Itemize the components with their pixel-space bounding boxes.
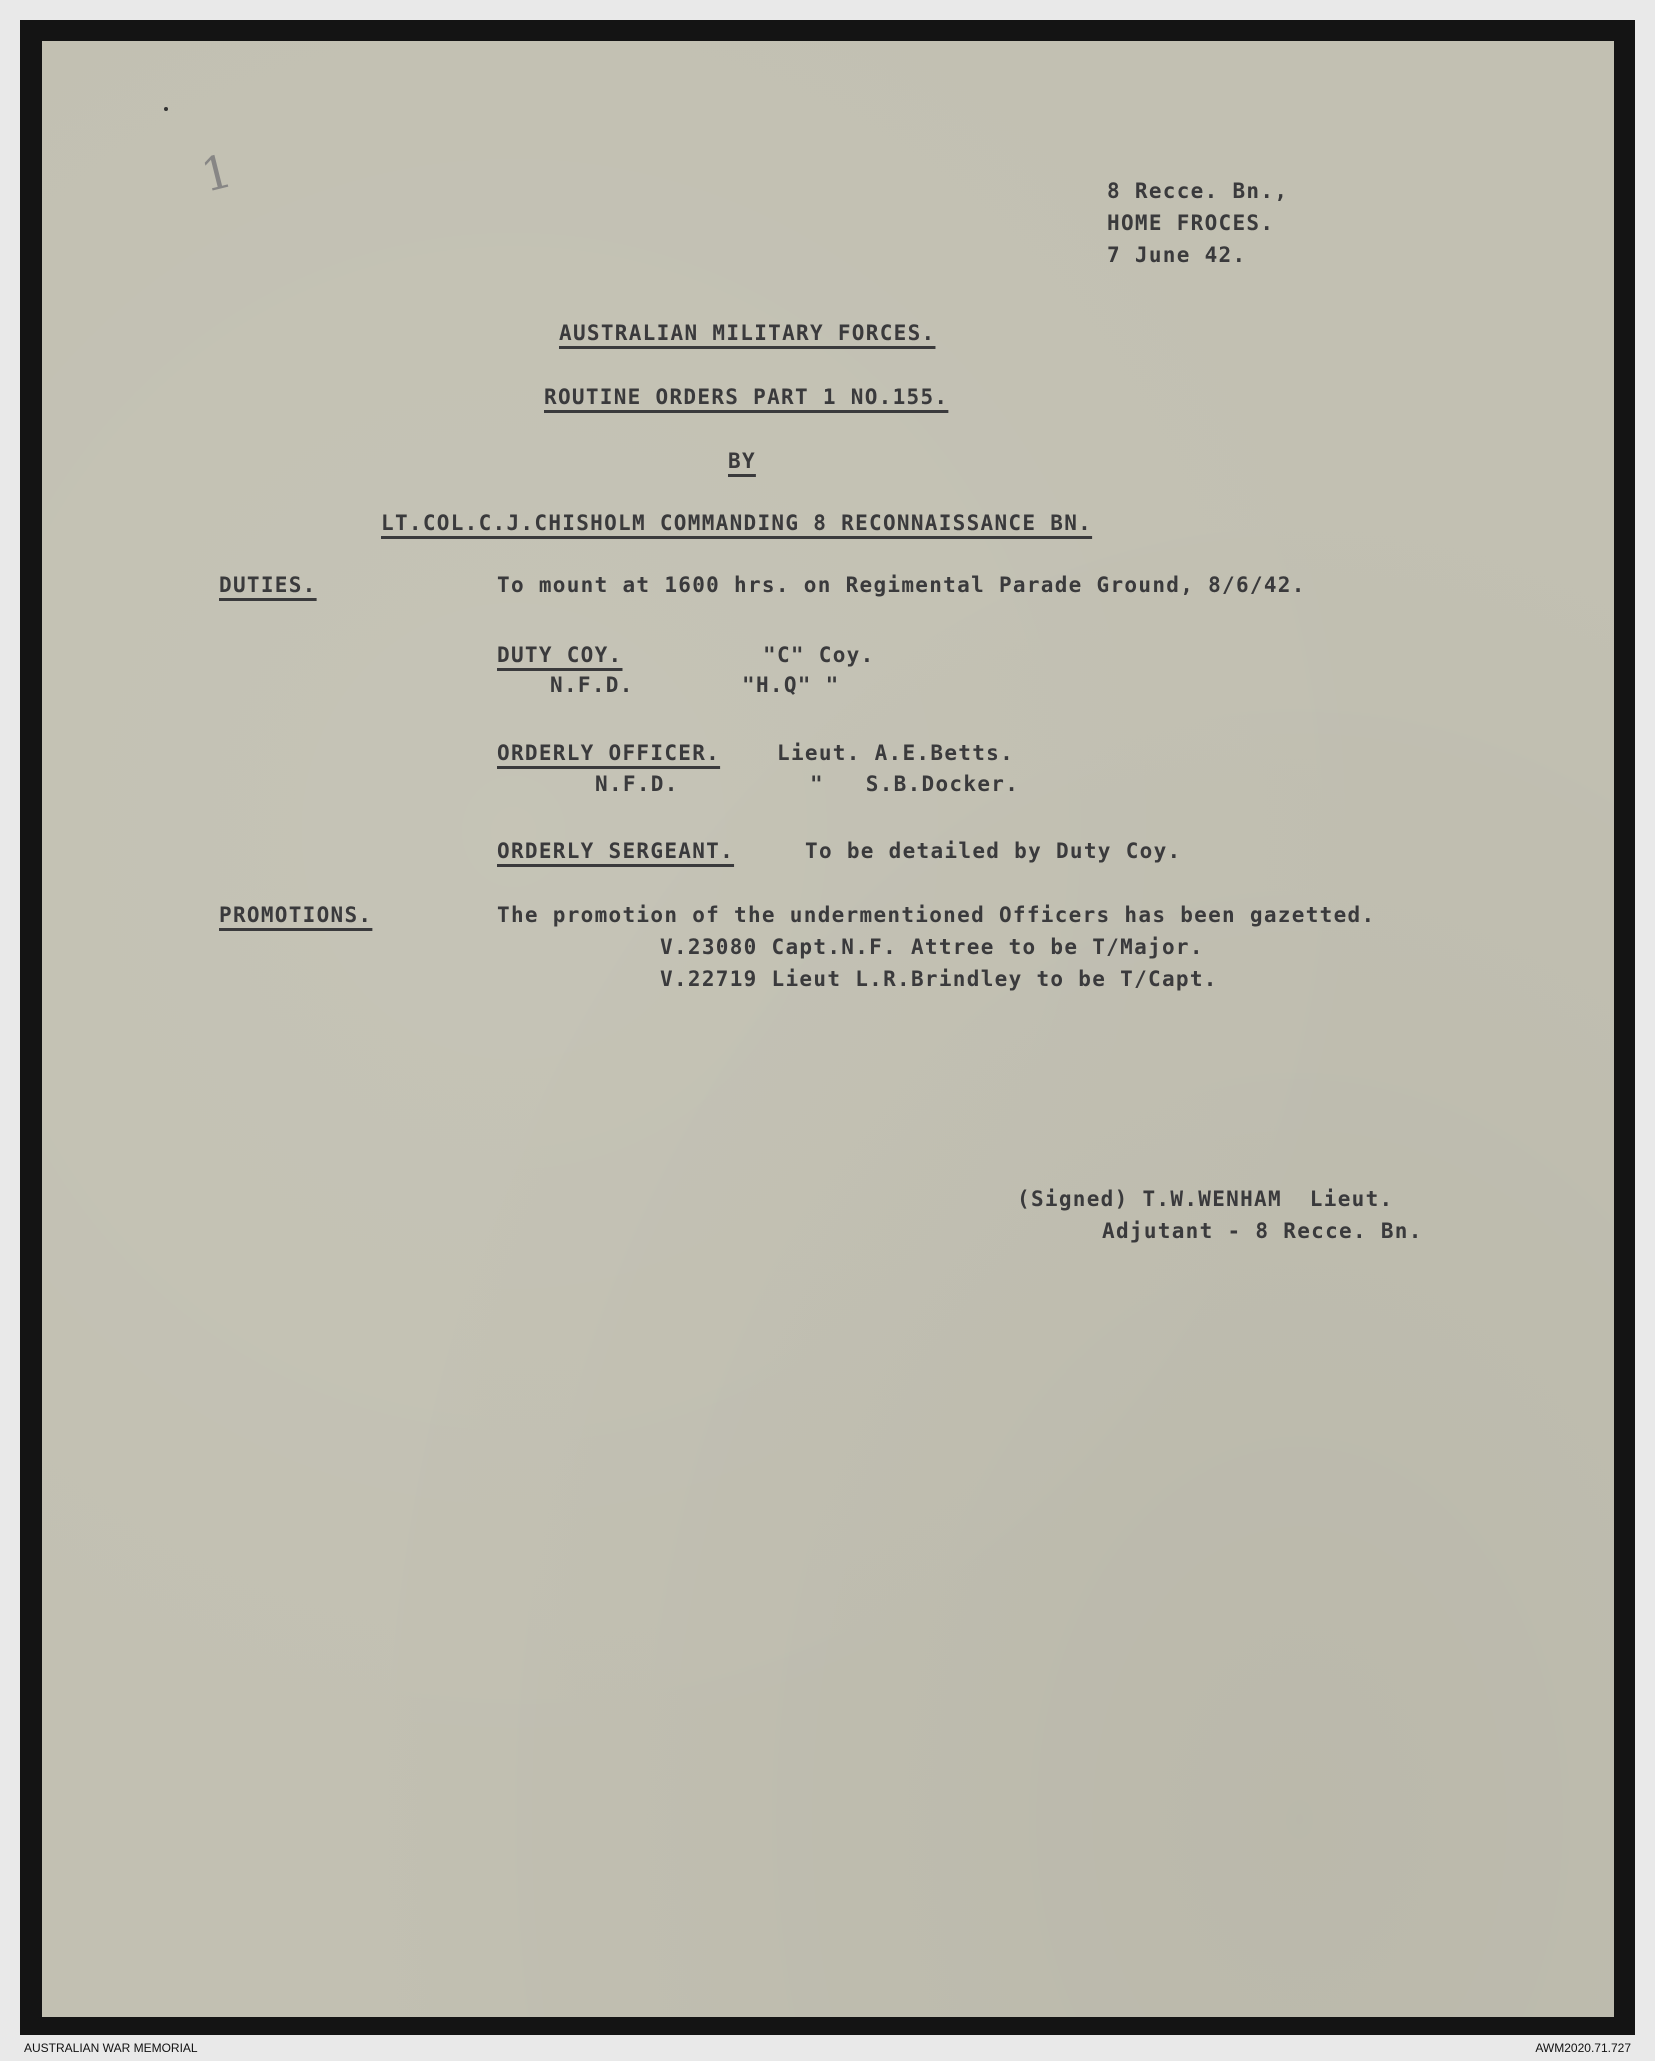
commanding-officer-line: LT.COL.C.J.CHISHOLM COMMANDING 8 RECONNAISSANCE BN. [381,511,1093,535]
orderly-officer-label: ORDERLY OFFICER. [497,741,721,765]
promotion-item: V.23080 Capt.N.F. Attree to be T/Major. [660,935,1204,959]
unit-line: 8 Recce. Bn., [1107,179,1289,203]
document-page [42,41,1614,2017]
duties-intro: To mount at 1600 hrs. on Regimental Parade Ground, 8/6/42. [497,573,1306,597]
routine-orders-number: ROUTINE ORDERS PART 1 NO.155. [544,385,949,409]
orderly-sergeant-label: ORDERLY SERGEANT. [497,839,735,863]
document-title: AUSTRALIAN MILITARY FORCES. [559,321,936,345]
orderly-officer-value: Lieut. A.E.Betts. [777,741,1015,765]
duty-coy-nfd-value: "H.Q" " [742,673,840,697]
signature-title: Adjutant - 8 Recce. Bn. [1102,1219,1423,1243]
promotion-item: V.22719 Lieut L.R.Brindley to be T/Capt. [660,967,1218,991]
ink-speck [164,107,168,111]
date-line: 7 June 42. [1107,243,1247,267]
duty-coy-nfd-label: N.F.D. [550,673,634,697]
orderly-officer-nfd-label: N.F.D. [595,772,679,796]
duties-heading: DUTIES. [219,573,317,597]
archive-credit: AUSTRALIAN WAR MEMORIAL [24,2041,198,2055]
duty-coy-value: "C" Coy. [763,643,875,667]
promotions-intro: The promotion of the undermentioned Officers has been gazetted. [497,903,1376,927]
duty-coy-label: DUTY COY. [497,643,623,667]
signature-line: (Signed) T.W.WENHAM Lieut. [1017,1187,1394,1211]
by-line: BY [728,449,756,473]
orderly-sergeant-value: To be detailed by Duty Coy. [805,839,1182,863]
promotions-heading: PROMOTIONS. [219,903,373,927]
orderly-officer-nfd-value: " S.B.Docker. [810,772,1020,796]
forces-line: HOME FROCES. [1107,211,1275,235]
pencil-margin-mark: 1 [195,143,238,203]
archive-reference: AWM2020.71.727 [1535,2041,1631,2055]
